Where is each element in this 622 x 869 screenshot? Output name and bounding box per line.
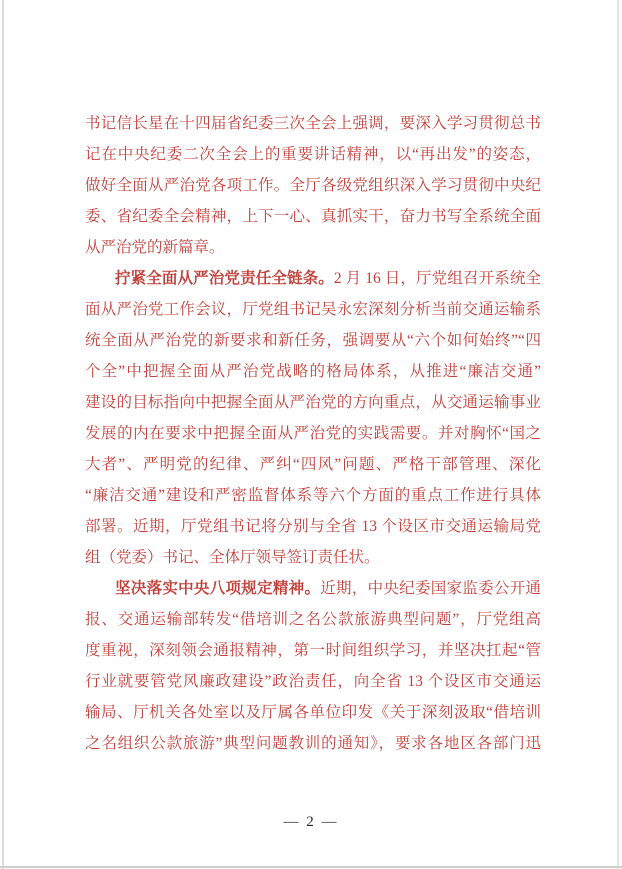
text-run: 做好全面从严治党各项工作。全厅各级党组织深入学习贯彻中央纪 [85,177,541,194]
text-line [85,573,541,604]
text-run: 之名组织公款旅游”典型问题教训的通知》，要求各地区各部门迅 [85,735,541,752]
text-run: 个全”中把握全面从严治党战略的格局体系，从推进“廉洁交通” [85,363,541,380]
text-line [85,449,541,480]
document-body [85,108,541,759]
text-line [85,697,541,728]
text-run: 部署。近期，厅党组书记将分别与全省 13 个设区市交通运输局党 [85,518,541,535]
text-run: 行业就要管党风廉政建设”政治责任，向全省 13 个设区市交通运 [85,673,541,690]
paragraph-heading: 坚决落实中央八项规定精神。 [115,580,321,597]
text-run: 面从严治党工作会议，厅党组书记吴永宏深刻分析当前交通运输系 [85,301,541,318]
page-edge-bottom [0,866,622,868]
text-run: 委、省纪委全会精神，上下一心、真抓实干，奋力书写全系统全面 [85,208,541,225]
text-line [85,356,541,387]
text-run: 大者”、严明党的纪律、严纠“四风”问题、严格干部管理、深化 [85,456,541,473]
paragraph-heading: 拧紧全面从严治党责任全链条。 [115,270,334,287]
text-run: 书记信长星在十四届省纪委三次全会上强调，要深入学习贯彻总书 [85,115,541,132]
text-line [85,542,541,573]
text-run: 报、交通运输部转发“借培训之名公款旅游典型问题”，厅党组高 [85,611,541,628]
text-run: 近期，中央纪委国家监委公开通 [320,580,541,597]
text-run: 记在中央纪委二次全会上的重要讲话精神，以“再出发”的姿态， [85,146,541,163]
text-line [85,263,541,294]
page-edge-right [617,0,619,869]
text-line [85,325,541,356]
text-line [85,170,541,201]
text-line [85,201,541,232]
text-line [85,635,541,666]
text-line [85,728,541,759]
text-run: 从严治党的新篇章。 [85,239,225,256]
text-run: 2 月 16 日，厅党组召开系统全 [333,270,541,287]
text-line [85,480,541,511]
text-line [85,232,541,263]
text-line [85,666,541,697]
page-edge-left [2,0,4,869]
text-run: 组（党委）书记、全体厅领导签订责任状。 [85,549,380,566]
text-line [85,511,541,542]
text-line [85,139,541,170]
text-line [85,418,541,449]
text-run: 统全面从严治党的新要求和新任务，强调要从“六个如何始终”“四 [85,332,541,349]
text-line [85,108,541,139]
text-run: 输局、厅机关各处室以及厅属各单位印发《关于深刻汲取“借培训 [85,704,541,721]
page-number: — 2 — [283,814,339,830]
text-line [85,387,541,418]
text-line [85,604,541,635]
text-run: 度重视，深刻领会通报精神，第一时间组织学习，并坚决扛起“管 [85,642,541,659]
text-line [85,294,541,325]
text-run: 建设的目标指向中把握全面从严治党的方向重点，从交通运输事业 [85,394,541,411]
text-run: 发展的内在要求中把握全面从严治党的实践需要。并对胸怀“国之 [85,425,541,442]
text-run: “廉洁交通”建设和严密监督体系等六个方面的重点工作进行具体 [85,487,541,504]
